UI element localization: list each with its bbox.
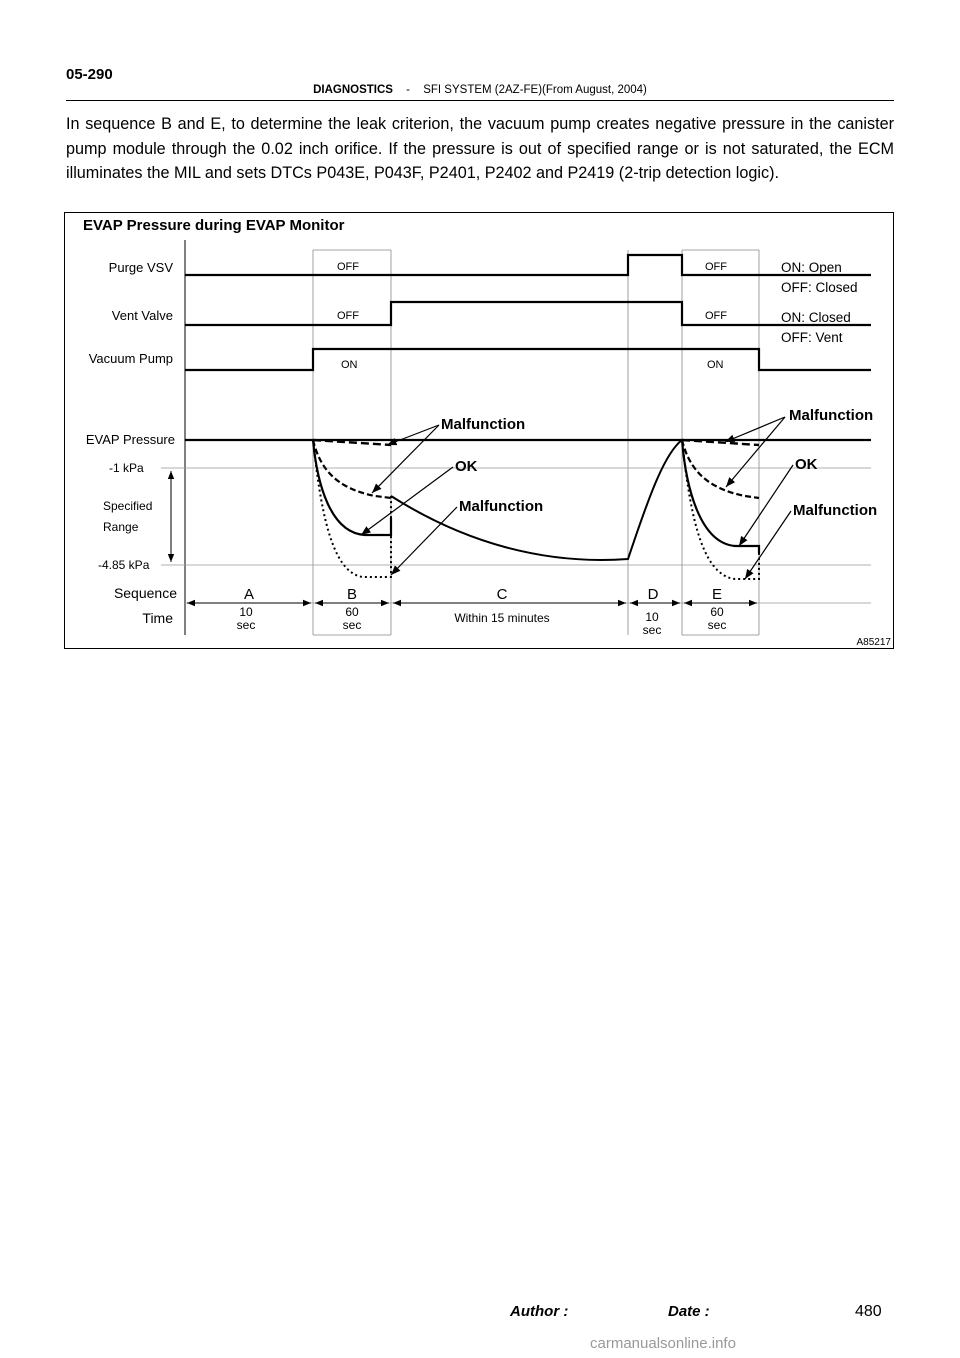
evap-diagram-svg (65, 213, 895, 650)
legend-purge-off: OFF: Closed (781, 280, 858, 295)
purge-vsv-signal (185, 255, 871, 275)
pressure-upper-label: -1 kPa (109, 461, 144, 475)
footer-date: Date : (668, 1303, 710, 1320)
vacuum-pump-signal (185, 349, 871, 370)
state-pump-e: ON (707, 359, 724, 371)
leader-b-malfunction-1 (387, 425, 439, 445)
time-c: Within 15 minutes (454, 611, 550, 625)
leader-b-malfunction-1b (372, 425, 439, 493)
curve-e-marginal (682, 440, 759, 498)
time-e-1: 60 (710, 605, 724, 619)
curve-b-malfunction-low (313, 440, 391, 577)
section-dividers (313, 250, 759, 635)
footer-author: Author : (510, 1303, 569, 1320)
state-vent-e: OFF (705, 310, 727, 322)
evap-diagram (64, 212, 894, 649)
range-label-2: Range (103, 520, 139, 534)
vent-valve-signal (185, 302, 871, 325)
watermark: carmanualsonline.info (590, 1335, 736, 1352)
leader-e-ok (739, 465, 793, 546)
seq-label-c: C (496, 586, 508, 603)
seq-label-d: D (647, 586, 659, 603)
page-header (66, 84, 894, 101)
annot-b-malfunction-1: Malfunction (441, 416, 526, 433)
legend-vent-off: OFF: Vent (781, 330, 843, 345)
row-label-purge-vsv: Purge VSV (108, 260, 173, 275)
header-title: SFI SYSTEM (2AZ-FE)(From August, 2004) (423, 84, 647, 96)
section-frame (313, 250, 759, 635)
state-vent-b: OFF (337, 310, 359, 322)
state-purge-b: OFF (337, 261, 359, 273)
time-a-1: 10 (239, 605, 253, 619)
leader-e-malfunction-1b (726, 417, 785, 487)
row-label-evap-pressure: EVAP Pressure (85, 432, 175, 447)
state-purge-e: OFF (705, 261, 727, 273)
row-label-vacuum-pump: Vacuum Pump (88, 351, 173, 366)
legend-purge-on: ON: Open (781, 260, 842, 275)
seq-label-b: B (346, 586, 358, 603)
body-paragraph: In sequence B and E, to determine the leak criterion, the vacuum pump creates negative pressure in the canister pump module through the 0.02 inch orifice. If the pressure is out of specified range or is not saturated, the ECM illuminates the MIL and sets DTCs P043E, P043F, P2401, P2402 and P2419 (2-trip detection logic). (66, 115, 894, 182)
time-e-2: sec (707, 618, 727, 632)
time-b-1: 60 (345, 605, 359, 619)
row-label-time: Time (142, 610, 173, 626)
curve-b-marginal (313, 440, 391, 498)
annot-e-ok: OK (795, 456, 818, 473)
row-label-vent-valve: Vent Valve (111, 308, 173, 323)
pressure-lower-label: -4.85 kPa (98, 558, 150, 572)
diagram-title: EVAP Pressure during EVAP Monitor (83, 217, 345, 234)
header-dash: - (406, 84, 411, 96)
time-d-1: 10 (645, 610, 659, 624)
time-b-2: sec (342, 618, 362, 632)
figure-id: A85217 (856, 637, 891, 648)
leader-e-malfunction-1 (725, 417, 785, 442)
row-label-sequence: Sequence (113, 585, 177, 601)
seq-label-a: A (243, 586, 255, 603)
header-section: DIAGNOSTICS (313, 84, 393, 96)
range-label-1: Specified (103, 499, 153, 513)
annot-e-malfunction-2: Malfunction (793, 502, 878, 519)
legend-vent-on: ON: Closed (781, 310, 851, 325)
annot-b-malfunction-2: Malfunction (459, 498, 544, 515)
time-d-2: sec (642, 623, 662, 637)
state-pump-b: ON (341, 359, 358, 371)
annot-e-malfunction-1: Malfunction (789, 407, 874, 424)
footer-page-number: 480 (855, 1303, 882, 1320)
annot-b-ok: OK (455, 458, 478, 475)
time-a-2: sec (236, 618, 256, 632)
page-number: 05-290 (66, 66, 113, 83)
seq-label-e: E (711, 586, 723, 603)
